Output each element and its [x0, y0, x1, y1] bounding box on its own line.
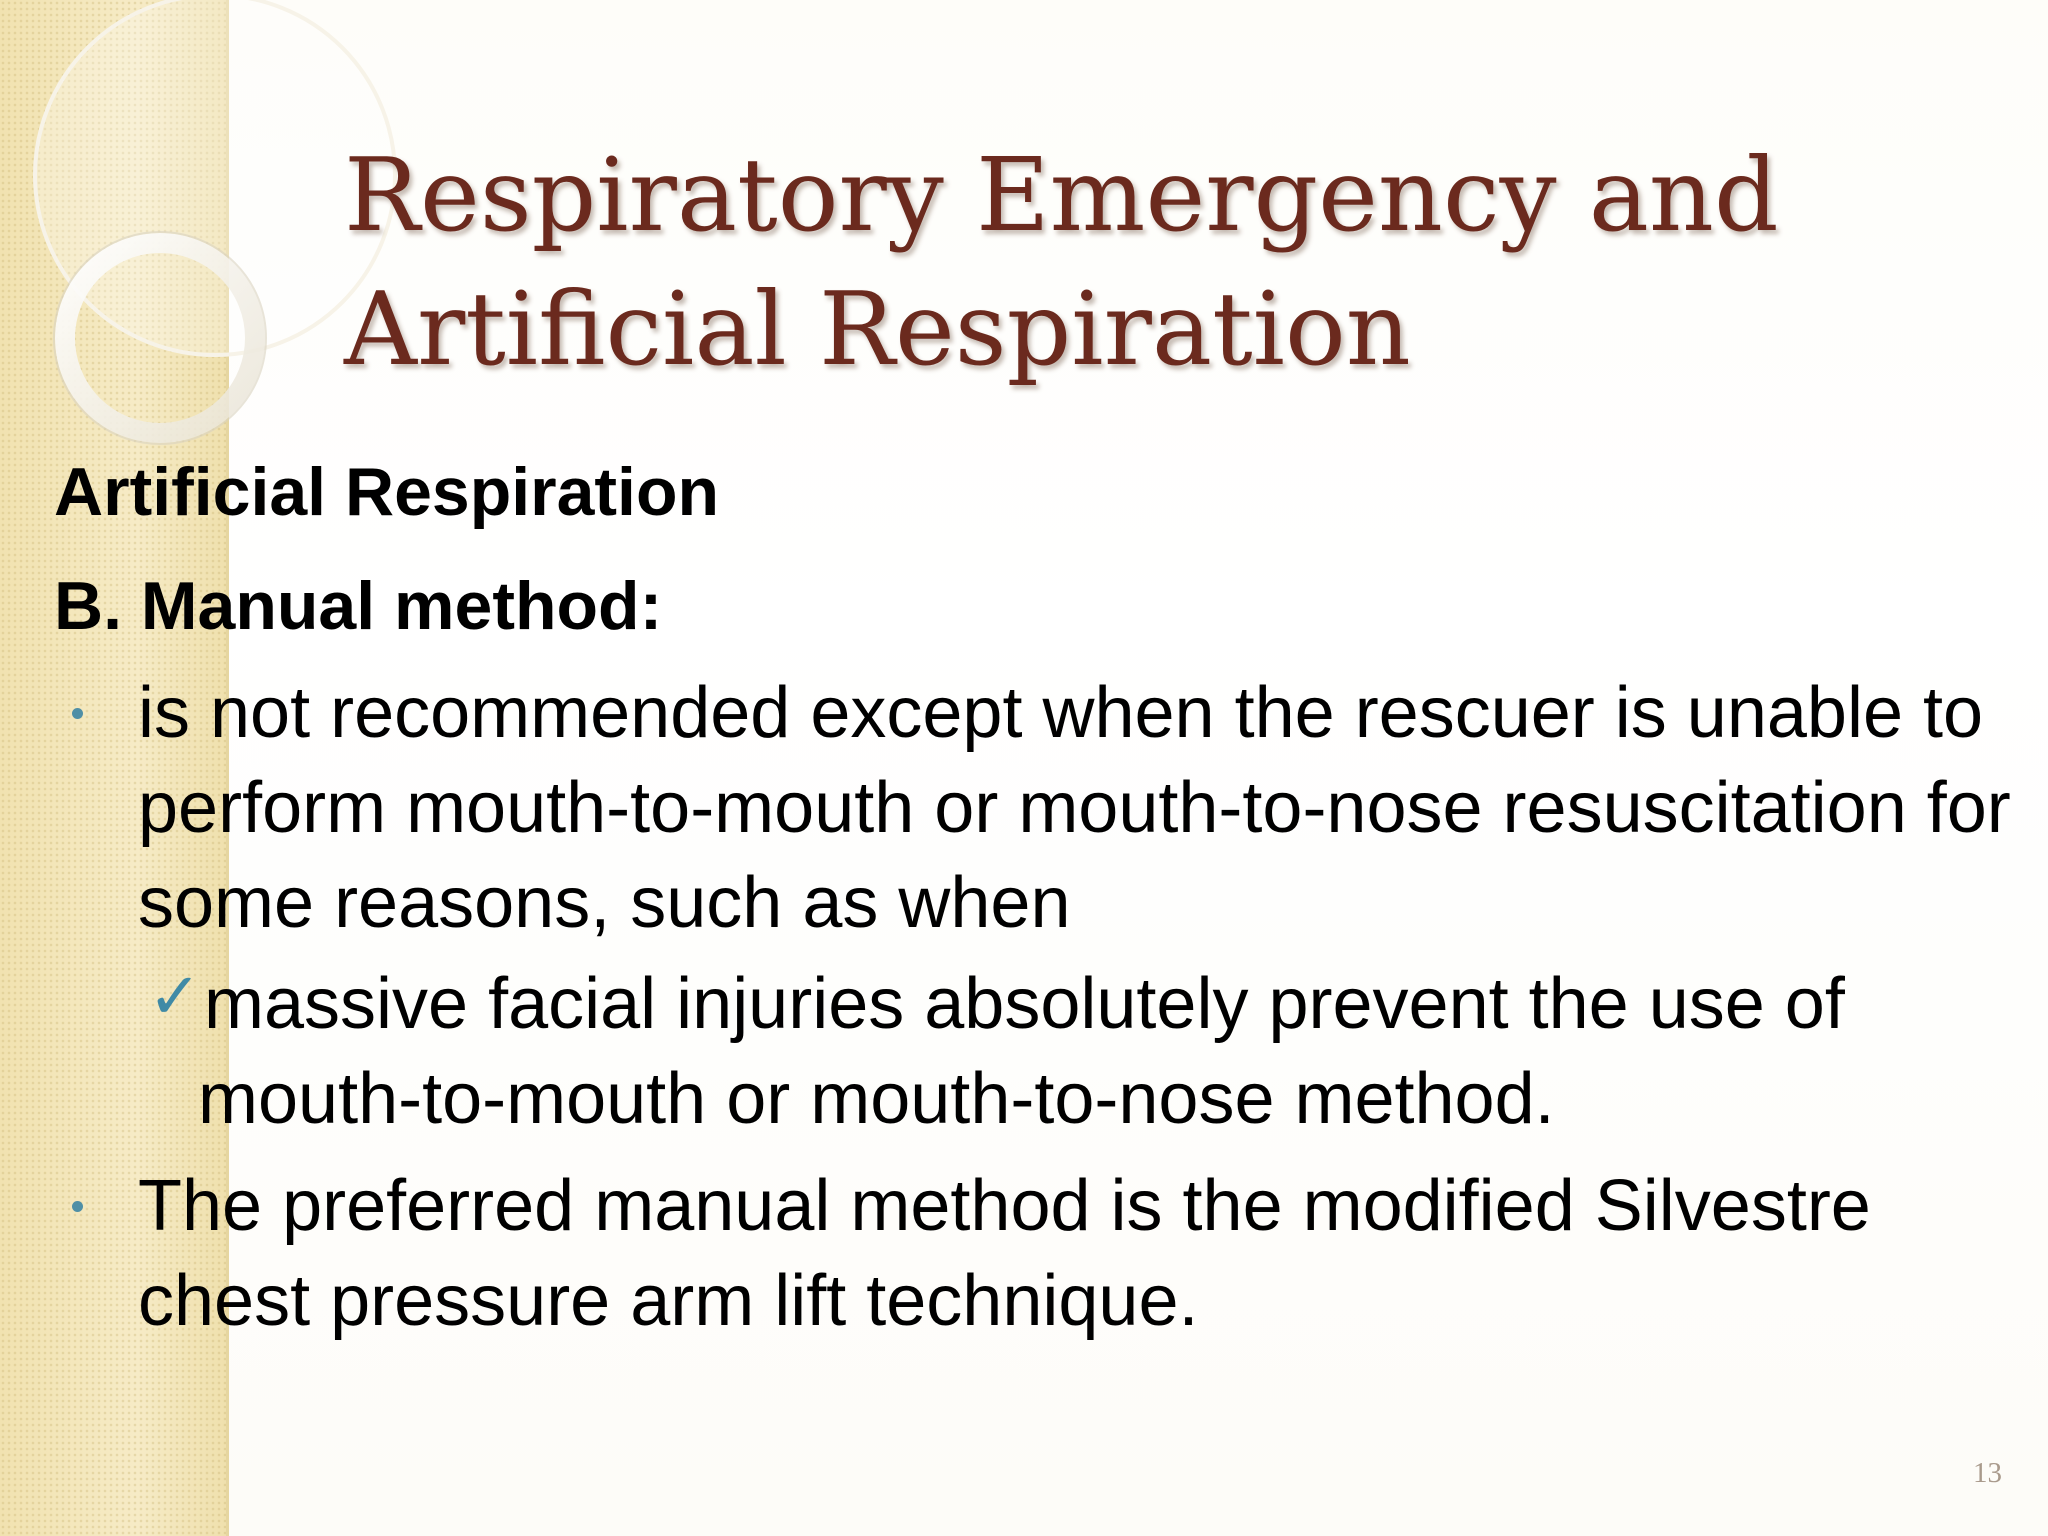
- section-heading: Artificial Respiration: [54, 454, 720, 530]
- bullet-item-2: [54, 1159, 2034, 1349]
- section-subheading: B. Manual method:: [54, 568, 663, 644]
- sub-bullet-item: [54, 957, 2034, 1147]
- bullet-dot-icon: [72, 708, 83, 719]
- check-icon: ✓: [148, 960, 202, 1034]
- sub-bullet-line-1: massive facial injuries absolutely prevent the use of: [204, 964, 1845, 1044]
- bullet-text-1: is not recommended except when the rescuer is unable to perform mouth-to-mouth or mouth-to-nose resuscitation for some reasons, such as when: [138, 673, 2011, 943]
- sub-bullet-line-2: mouth-to-mouth or mouth-to-nose method.: [198, 1059, 1555, 1139]
- slide-title: [344, 128, 1944, 396]
- slide-body: [54, 452, 2034, 1349]
- title-line-2: Artificial Respiration: [344, 270, 1411, 388]
- bullet-item-1: [54, 666, 2034, 951]
- bullet-dot-icon: [72, 1201, 83, 1212]
- large-ring: [35, 0, 395, 355]
- title-line-1: Respiratory Emergency and: [344, 136, 1779, 254]
- page-number: 13: [1973, 1457, 2002, 1489]
- bullet-text-2: The preferred manual method is the modified Silvestre chest pressure arm lift technique.: [138, 1166, 1871, 1341]
